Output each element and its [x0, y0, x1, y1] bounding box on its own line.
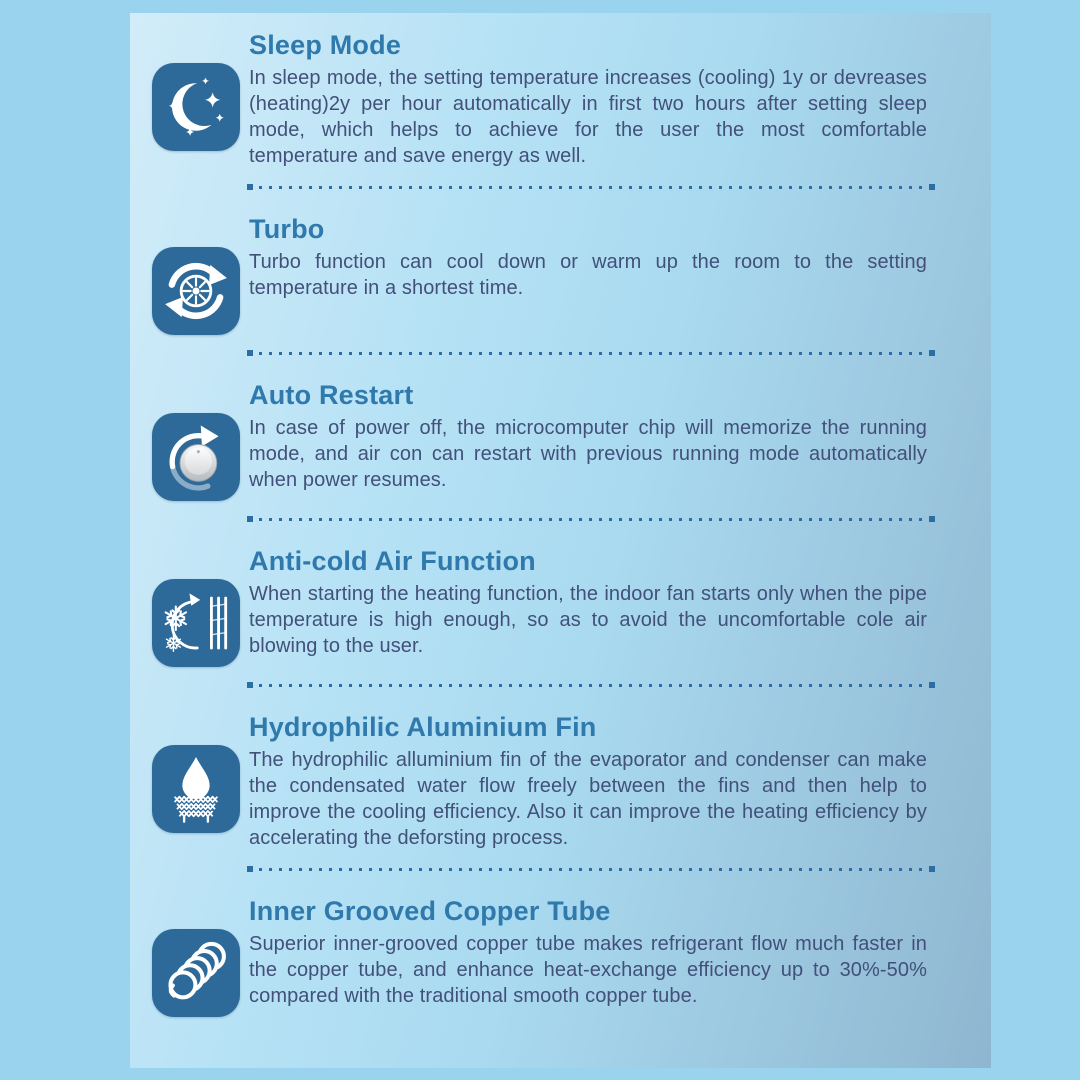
feature-body: When starting the heating function, the indoor fan starts only when the pipe temperature is high enough, so as to avoid the uncomfortable cole air blowing to the user.: [249, 583, 927, 657]
feature-text: [249, 545, 927, 659]
feature-title: Inner Grooved Copper Tube: [249, 896, 611, 926]
feature-text: [249, 213, 927, 301]
feature-body: In case of power off, the microcomputer chip will memorize the running mode, and air con can restart with previous running mode automatically when power resumes.: [249, 417, 927, 491]
dotted-divider: [249, 517, 933, 521]
dotted-divider: [249, 185, 933, 189]
features-panel: [130, 13, 991, 1068]
coil-tube-icon: [152, 929, 240, 1017]
feature-title: Anti-cold Air Function: [249, 546, 536, 576]
feature-text: [249, 379, 927, 493]
feature-section-sleep-mode: [130, 29, 991, 169]
snowflake-fins-icon: [152, 579, 240, 667]
feature-section-hydrophilic-fin: [130, 711, 991, 851]
dotted-divider: [249, 683, 933, 687]
feature-text: [249, 711, 927, 851]
feature-section-turbo: [130, 213, 991, 335]
feature-section-anti-cold-air: [130, 545, 991, 667]
feature-title: Auto Restart: [249, 380, 414, 410]
feature-body: In sleep mode, the setting temperature increases (cooling) 1y or devreases (heating)2y per hour automatically in first two hours after setting sleep mode, which helps to achieve for the user the most comfortable temperature and save energy as well.: [249, 67, 927, 167]
feature-body: Superior inner-grooved copper tube makes refrigerant flow much faster in the copper tube, and enhance heat-exchange efficiency up to 30%-50% compared with the traditional smooth copper tube.: [249, 933, 927, 1007]
feature-section-auto-restart: [130, 379, 991, 501]
feature-title: Hydrophilic Aluminium Fin: [249, 712, 597, 742]
feature-text: [249, 29, 927, 169]
dotted-divider: [249, 867, 933, 871]
feature-body: Turbo function can cool down or warm up the room to the setting temperature in a shortest time.: [249, 251, 927, 299]
dotted-divider: [249, 351, 933, 355]
feature-text: [249, 895, 927, 1009]
moon-stars-icon: [152, 63, 240, 151]
restart-knob-icon: [152, 413, 240, 501]
feature-title: Sleep Mode: [249, 30, 402, 60]
feature-body: The hydrophilic alluminium fin of the evaporator and condenser can make the condensated water flow freely between the fins and then help to improve the cooling efficiency. Also it can improve the heating efficiency by accelerating the deforsting process.: [249, 749, 927, 849]
water-drop-fin-icon: [152, 745, 240, 833]
feature-title: Turbo: [249, 214, 325, 244]
feature-section-copper-tube: [130, 895, 991, 1017]
turbo-fan-icon: [152, 247, 240, 335]
